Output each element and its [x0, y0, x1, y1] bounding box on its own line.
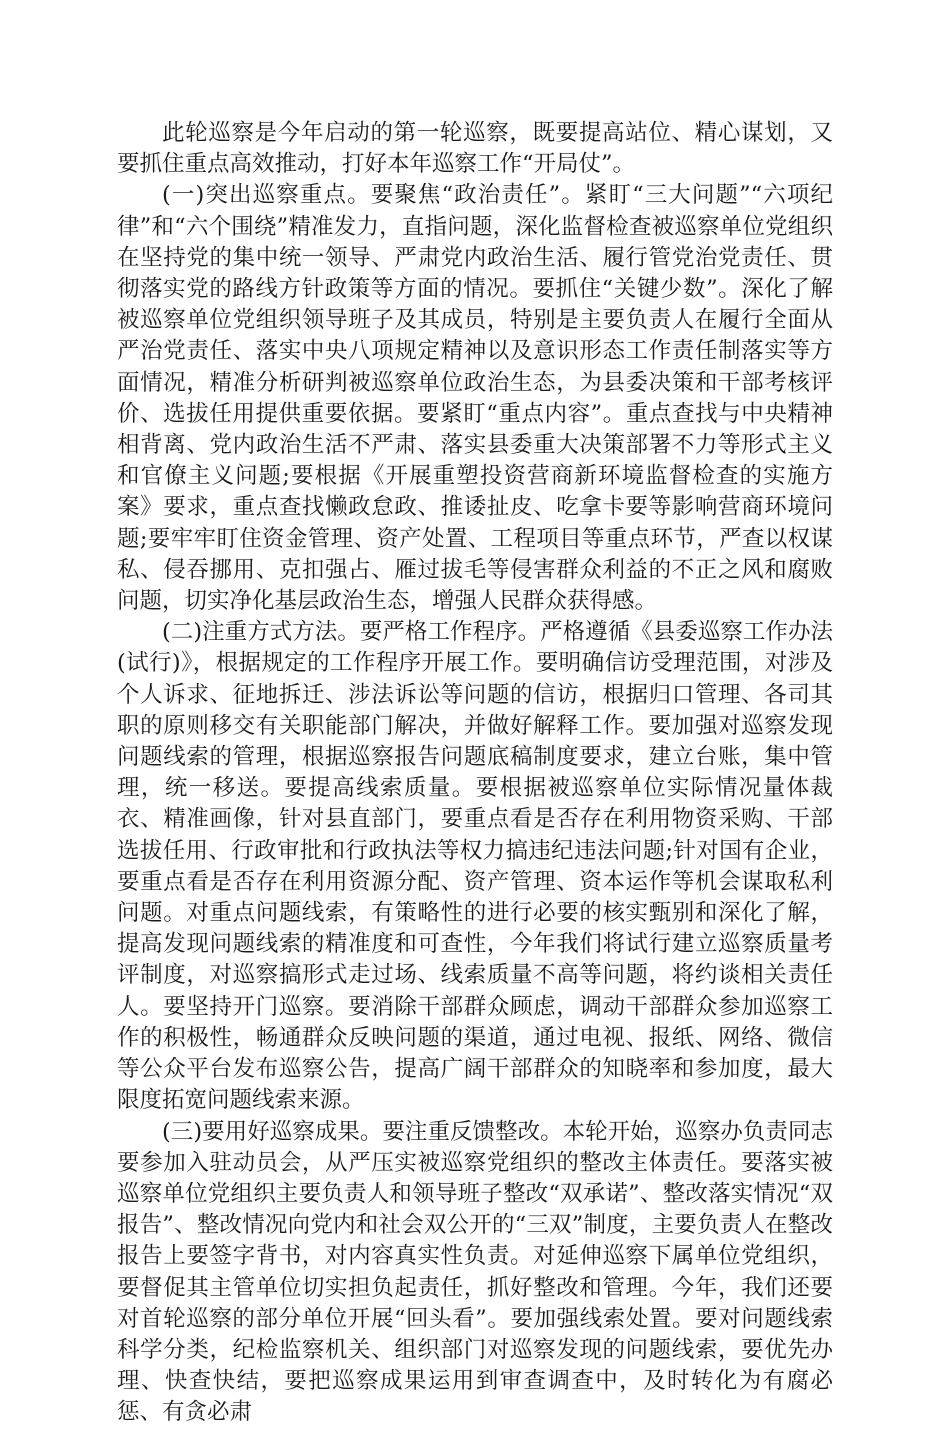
paragraph-section-1: (一)突出巡察重点。要聚焦“政治责任”。紧盯“三大问题”“六项纪律”和“六个围绕”精准发力，直指问题，深化监督检查被巡察单位党组织在坚持党的集中统一领导、严肃党内政治生活、履行管党治党责任、贯彻落实党的路线方针政策等方面的情况。要抓住“关键少数”。深化了解被巡察单位党组织领导班子及其成员，特别是主要负责人在履行全面从严治党责任、落实中央八项规定精神以及意识形态工作责任制落实等方面情况，精准分析研判被巡察单位政治生态，为县委决策和干部考核评价、选拔任用提供重要依据。要紧盯“重点内容”。重点查找与中央精神相背离、党内政治生活不严肃、落实县委重大决策部署不力等形式主义和官僚主义问题;要根据《开展重塑投资营商新环境监督检查的实施方案》要求，重点查找懒政怠政、推诿扯皮、吃拿卡要等影响营商环境问题;要牢牢盯住资金管理、资产处置、工程项目等重点环节，严查以权谋私、侵吞挪用、克扣强占、雁过拔毛等侵害群众利益的不正之风和腐败问题，切实净化基层政治生态，增强人民群众获得感。 — [117, 182, 833, 615]
paragraph-section-3: (三)要用好巡察成果。要注重反馈整改。本轮开始，巡察办负责同志要参加入驻动员会，从严压实被巡察党组织的整改主体责任。要落实被巡察单位党组织主要负责人和领导班子整改“双承诺”、整改落实情况“双报告”、整改情况向党内和社会双公开的“三双”制度，主要负责人在整改报告上要签字背书，对内容真实性负责。对延伸巡察下属单位党组织，要督促其主管单位切实担负起责任，抓好整改和管理。今年，我们还要对首轮巡察的部分单位开展“回头看”。要加强线索处置。要对问题线索科学分类，纪检监察机关、组织部门对巡察发现的问题线索，要优先办理、快查快结，要把巡察成果运用到审查调查中，及时转化为有腐必惩、有贪必肃 — [117, 1118, 833, 1426]
paragraph-section-2: (二)注重方式方法。要严格工作程序。严格遵循《县委巡察工作办法(试行)》，根据规定的工作程序开展工作。要明确信访受理范围，对涉及个人诉求、征地拆迁、涉法诉讼等问题的信访，根据归口管理、各司其职的原则移交有关职能部门解决，并做好解释工作。要加强对巡察发现问题线索的管理，根据巡察报告问题底稿制度要求，建立台账，集中管理，统一移送。要提高线索质量。要根据被巡察单位实际情况量体裁衣、精准画像，针对县直部门，要重点看是否存在利用物资采购、干部选拔任用、行政审批和行政执法等权力搞违纪违法问题;针对国有企业，要重点看是否存在利用资源分配、资产管理、资本运作等机会谋取私利问题。对重点问题线索，有策略性的进行必要的核实甄别和深化了解，提高发现问题线索的精准度和可查性，今年我们将试行建立巡察质量考评制度，对巡察搞形式走过场、线索质量不高等问题，将约谈相关责任人。要坚持开门巡察。要消除干部群众顾虑，调动干部群众参加巡察工作的积极性，畅通群众反映问题的渠道，通过电视、报纸、网络、微信等公众平台发布巡察公告，提高广阔干部群众的知晓率和参加度，最大限度拓宽问题线索来源。 — [117, 619, 833, 1114]
document-body — [117, 118, 833, 1429]
paragraph-intro: 此轮巡察是今年启动的第一轮巡察，既要提高站位、精心谋划，又要抓住重点高效推动，打好本年巡察工作“开局仗”。 — [117, 120, 833, 178]
